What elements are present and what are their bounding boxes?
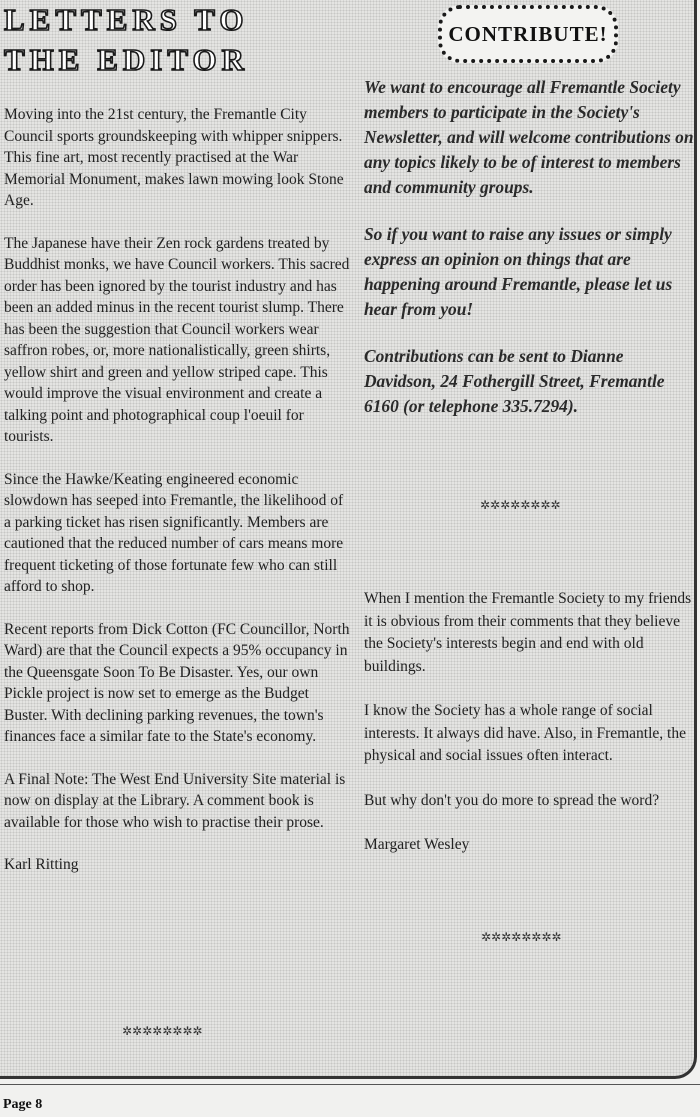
left-column xyxy=(4,104,352,876)
appeal-paragraph-1: We want to encourage all Fremantle Society members to participate in the Society's Newsletter, and will welcome contributions on any topics likely to be of interest to members and community groups. xyxy=(364,77,694,197)
left-paragraph-4: Recent reports from Dick Cotton (FC Councillor, North Ward) are that the Council expects a 95% occupancy in the Queensgate Soon To Be Disaster. Yes, our own Pickle project is now set to emerge as the Budget Buster. With declining parking revenues, the town's finances face a similar fate to the State's economy. xyxy=(4,620,350,745)
letter-paragraph-2: I know the Society has a whole range of social interests. It always did have. Also, in Fremantle, the physical and social issues often interact. xyxy=(364,702,686,764)
left-paragraph-1: Moving into the 21st century, the Fremantle City Council sports groundskeeping with whipper snippers. This fine art, most recently practised at the War Memorial Monument, makes lawn mowing look Stone Age. xyxy=(4,106,344,209)
right-column xyxy=(364,75,698,441)
appeal-paragraph-2: So if you want to raise any issues or simply express an opinion on things that are happening around Fremantle, please let us hear from you! xyxy=(364,224,673,319)
page-number: Page 8 xyxy=(3,1097,43,1112)
right-divider-bottom: ✲✲✲✲✲✲✲✲ xyxy=(481,930,562,944)
left-paragraph-3: Since the Hawke/Keating engineered economic slowdown has seeped into Fremantle, the likelihood of a parking ticket has risen significantly. Members are cautioned that the reduced number of cars means more frequent ticketing of those fortunate few who can still afford to shop. xyxy=(4,470,344,595)
heading-line-2: THE EDITOR xyxy=(4,42,249,77)
right-divider-top: ✲✲✲✲✲✲✲✲ xyxy=(480,498,561,512)
left-signature: Karl Ritting xyxy=(4,856,79,873)
left-divider-stars: ✲✲✲✲✲✲✲✲ xyxy=(122,1024,203,1038)
left-paragraph-5: A Final Note: The West End University Site material is now on display at the Library. A comment book is available for those who wish to practise their prose. xyxy=(4,770,346,831)
letter-column xyxy=(364,588,698,856)
contribute-badge-text: CONTRIBUTE! xyxy=(448,21,608,46)
footer-rule xyxy=(0,1084,700,1085)
heading-line-1: LETTERS TO xyxy=(4,2,249,37)
letter-signature: Margaret Wesley xyxy=(364,836,470,853)
contribute-badge xyxy=(438,5,618,63)
letter-paragraph-3: But why don't you do more to spread the word? xyxy=(364,791,660,809)
letter-paragraph-1: When I mention the Fremantle Society to my friends it is obvious from their comments that they believe the Society's interests begin and end with old buildings. xyxy=(364,590,692,675)
left-paragraph-2: The Japanese have their Zen rock gardens treated by Buddhist monks, we have Council workers. This sacred order has been ignored by the tourist industry and has been an added minus in the recent tourist slump. There has been the suggestion that Council workers wear saffron robes, or, more nationalistically, green shirts, yellow shirt and green and yellow striped cape. This would improve the visual environment and create a talking point and photographical coup l'oeuil for tourists. xyxy=(4,234,350,445)
appeal-paragraph-3: Contributions can be sent to Dianne Davidson, 24 Fothergill Street, Fremantle 6160 (or telephone 335.7294). xyxy=(364,346,665,416)
page-heading xyxy=(4,0,249,80)
